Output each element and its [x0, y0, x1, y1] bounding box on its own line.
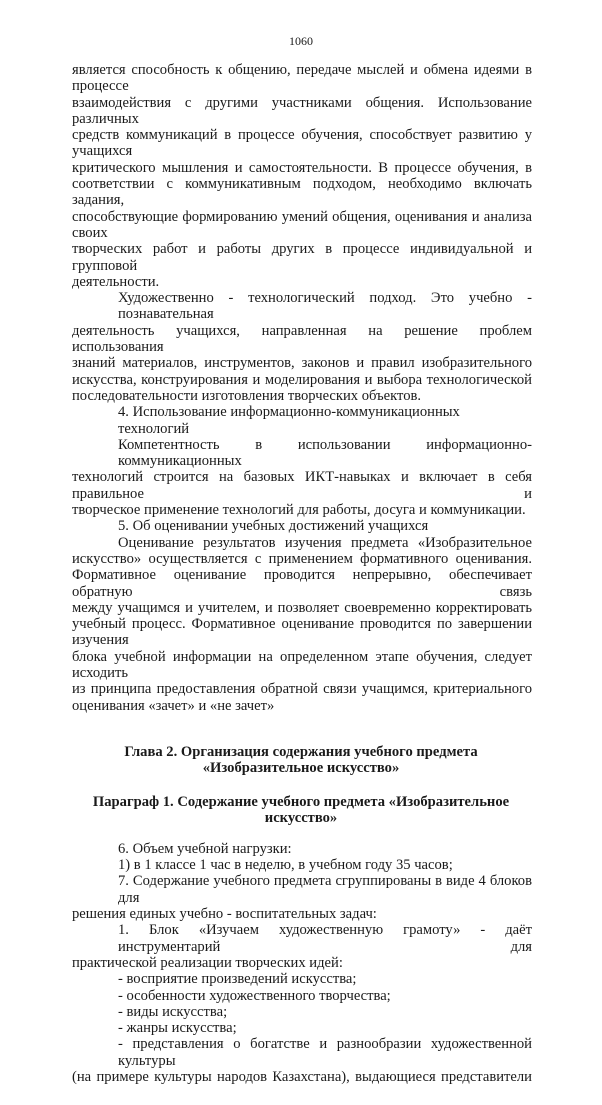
text-line: - жанры искусства;: [118, 1020, 237, 1037]
text-line: Художественно - технологический подход. Это учебно - познавательная: [118, 290, 532, 323]
paragraph-heading: Параграф 1. Содержание учебного предмета «Изобразительное искусство»: [92, 793, 510, 827]
text-line: решения единых учебно - воспитательных задач:: [72, 906, 377, 923]
text-line: технологий строится на базовых ИКТ-навыках и включает в себя правильное и: [72, 469, 532, 502]
text-line: (на примере культуры народов Казахстана), выдающиеся представители: [72, 1069, 532, 1086]
text-line: соответствии с коммуникативным подходом, необходимо включать задания,: [72, 176, 532, 209]
text-line: оценивания «зачет» и «не зачет»: [72, 697, 275, 714]
text-line: деятельности.: [72, 273, 160, 290]
text-line: - представления о богатстве и разнообразии художественной культуры: [118, 1036, 532, 1069]
body-text-section-1: [72, 62, 532, 714]
text-line: искусство» осуществляется с применением формативного оценивания.: [72, 550, 532, 567]
text-line: творческих работ и работы других в процессе индивидуальной и групповой: [72, 241, 532, 274]
text-line: Формативное оценивание проводится непрерывно, обеспечивает обратную связь: [72, 567, 532, 600]
text-line: Оценивание результатов изучения предмета «Изобразительное: [118, 534, 532, 551]
page-number: 1060: [289, 34, 313, 48]
text-line: учебный процесс. Формативное оценивание проводится по завершении изучения: [72, 616, 532, 649]
text-line: 4. Использование информационно-коммуникационных технологий: [118, 404, 460, 437]
text-line: 1. Блок «Изучаем художественную грамоту» - даёт инструментарий для: [118, 922, 532, 955]
text-line: - восприятие произведений искусства;: [118, 971, 357, 988]
body-text-section-2: [72, 841, 532, 1085]
text-line: Компетентность в использовании информационно-коммуникационных: [118, 436, 532, 470]
text-line: 1) в 1 классе 1 час в неделю, в учебном году 35 часов;: [118, 857, 453, 874]
chapter-heading: [60, 744, 542, 777]
text-line: творческое применение технологий для работы, досуга и коммуникации.: [72, 502, 526, 519]
text-line: способствующие формированию умений общения, оценивания и анализа своих: [72, 208, 532, 241]
text-line: практической реализации творческих идей:: [72, 954, 343, 971]
text-line: 7. Содержание учебного предмета сгруппированы в виде 4 блоков для: [118, 873, 532, 906]
chapter-heading-line: Глава 2. Организация содержания учебного предмета: [124, 743, 478, 760]
text-line: деятельность учащихся, направленная на решение проблем использования: [72, 322, 532, 356]
text-line: критического мышления и самостоятельности. В процессе обучения, в: [72, 159, 532, 176]
text-line: 5. Об оценивании учебных достижений учащихся: [118, 518, 429, 535]
text-line: последовательности изготовления творческих объектов.: [72, 387, 422, 404]
text-line: блока учебной информации на определенном этапе обучения, следует исходить: [72, 648, 532, 681]
text-line: взаимодействия с другими участниками общения. Использование различных: [72, 94, 532, 127]
text-line: 6. Объем учебной нагрузки:: [118, 840, 292, 857]
text-line: искусства, конструирования и моделирования и выбора технологической: [72, 371, 532, 388]
text-line: средств коммуникаций в процессе обучения, способствует развитию у учащихся: [72, 127, 532, 160]
text-line: между учащимся и учителем, и позволяет своевременно корректировать: [72, 599, 532, 616]
text-line: - виды искусства;: [118, 1003, 228, 1020]
text-line: из принципа предоставления обратной связи учащимся, критериального: [72, 681, 532, 698]
text-line: - особенности художественного творчества;: [118, 987, 391, 1004]
text-line: знаний материалов, инструментов, законов и правил изобразительного: [72, 355, 532, 372]
chapter-heading-line: «Изобразительное искусство»: [202, 760, 400, 777]
text-line: является способность к общению, передаче мыслей и обмена идеями в процессе: [72, 62, 532, 95]
